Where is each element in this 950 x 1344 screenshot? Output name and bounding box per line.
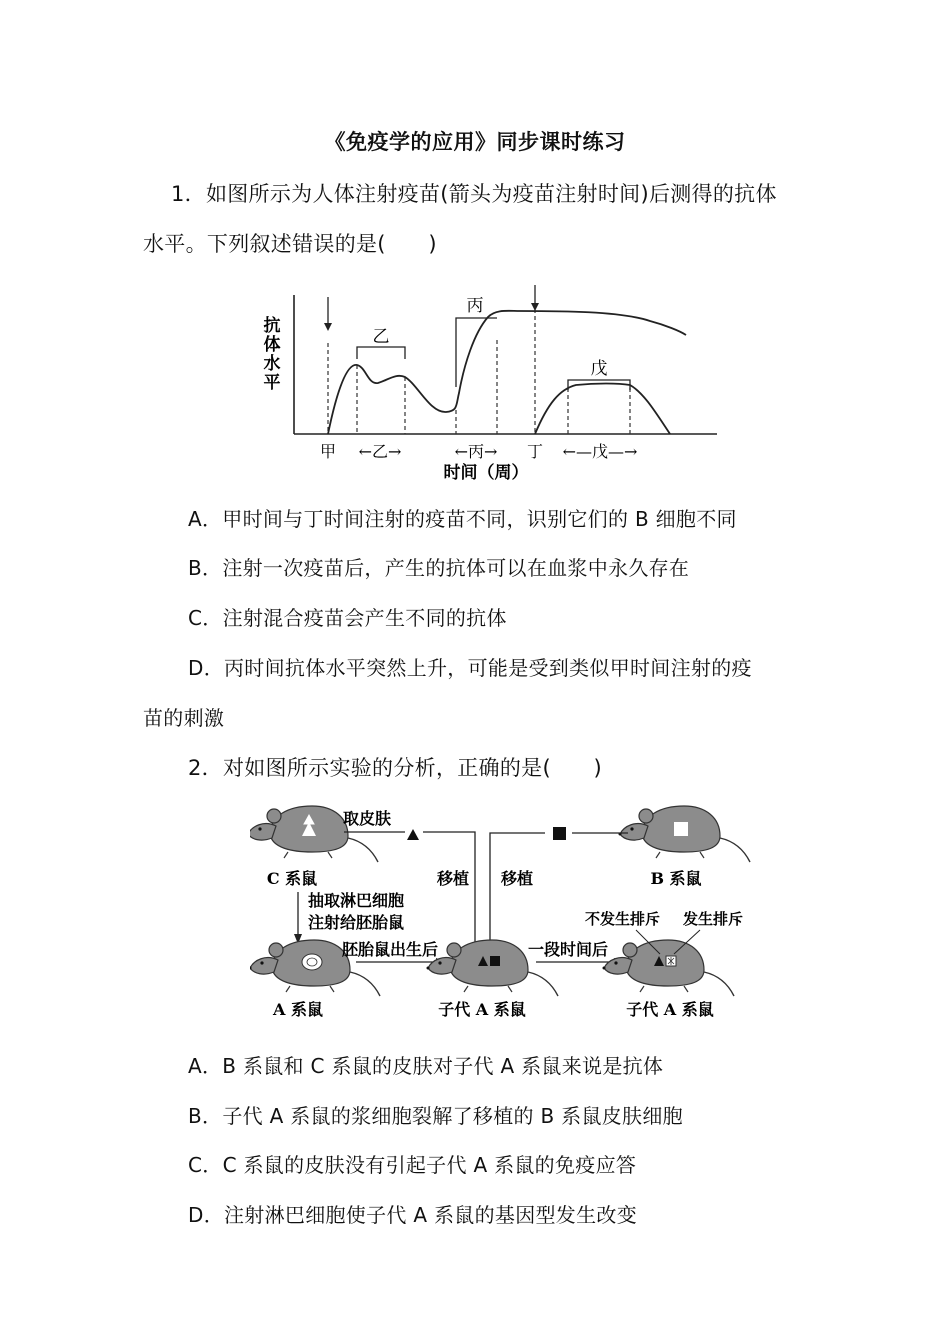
offspring-1-label: 子代 A 系鼠 [438, 1000, 526, 1019]
q1-stem-line1: 1．如图所示为人体注射疫苗(箭头为疫苗注射时间)后测得的抗体 [171, 182, 777, 206]
rejection-label: 发生排斥 [683, 910, 744, 928]
xlabel-ding: 丁 [526, 442, 544, 461]
xlabel-wu: ←—戊—→ [562, 442, 638, 461]
q1-option-a[interactable]: A．甲时间与丁时间注射的疫苗不同，识别它们的 B 细胞不同 [188, 507, 737, 531]
q2-option-a[interactable]: A．B 系鼠和 C 系鼠的皮肤对子代 A 系鼠来说是抗体 [188, 1054, 664, 1078]
arrowhead-icon [324, 323, 332, 331]
antibody-curve-2 [535, 384, 670, 435]
q1-option-c[interactable]: C．注射混合疫苗会产生不同的抗体 [188, 606, 507, 630]
q2-option-b[interactable]: B．子代 A 系鼠的浆细胞裂解了移植的 B 系鼠皮肤细胞 [188, 1104, 683, 1128]
extract-label-1: 抽取淋巴细胞 [308, 891, 405, 910]
q1-option-d[interactable]: D．丙时间抗体水平突然上升，可能是受到类似甲时间注射的疫 [188, 656, 752, 680]
q1-stem-line2: 水平。下列叙述错误的是( ) [143, 232, 437, 256]
q1-antibody-chart [260, 285, 730, 485]
q2-experiment-diagram [250, 802, 770, 1028]
x-axis-title: 时间（周） [443, 463, 529, 483]
a-mouse-label: A 系鼠 [273, 1000, 323, 1019]
b-mouse-label: B 系鼠 [650, 869, 702, 888]
bracket-label-bing: 丙 [466, 296, 484, 316]
q1-option-b[interactable]: B．注射一次疫苗后，产生的抗体可以在血浆中永久存在 [188, 556, 690, 580]
bracket-label-wu: 戊 [590, 359, 608, 379]
after-time-label: 一段时间后 [527, 940, 609, 959]
offspring-mouse-2-icon [603, 940, 735, 996]
xlabel-bing: ←丙→ [454, 442, 498, 461]
ylabel-char: 水 [263, 354, 281, 374]
ylabel-char: 体 [263, 335, 281, 355]
page-title: 《免疫学的应用》同步课时练习 [324, 130, 626, 154]
xlabel-jia: 甲 [319, 442, 337, 461]
ylabel-char: 抗 [263, 316, 281, 336]
square-skin-icon [553, 827, 566, 840]
arrowhead-icon [531, 303, 539, 311]
take-skin-label: 取皮肤 [342, 809, 392, 828]
ylabel-char: 平 [263, 373, 281, 393]
bracket-yi [357, 347, 405, 359]
bracket-label-yi: 乙 [372, 327, 390, 347]
triangle-skin-icon [407, 829, 419, 840]
b-mouse-icon [619, 806, 751, 862]
extract-label-2: 注射给胚胎鼠 [308, 913, 405, 932]
c-mouse-label: C 系鼠 [266, 869, 318, 888]
transplant-left-label: 移植 [436, 869, 470, 888]
xlabel-yi: ←乙→ [358, 442, 402, 461]
q1-option-d-cont: 苗的刺激 [143, 706, 225, 730]
no-rejection-label: 不发生排斥 [585, 910, 661, 928]
transplant-right-label: 移植 [500, 869, 534, 888]
q2-stem: 2．对如图所示实验的分析，正确的是( ) [188, 756, 603, 780]
q2-option-d[interactable]: D．注射淋巴细胞使子代 A 系鼠的基因型发生改变 [188, 1203, 637, 1227]
q2-option-c[interactable]: C．C 系鼠的皮肤没有引起子代 A 系鼠的免疫应答 [188, 1153, 637, 1177]
after-birth-label: 胚胎鼠出生后 [341, 940, 439, 959]
offspring-2-label: 子代 A 系鼠 [626, 1000, 714, 1019]
